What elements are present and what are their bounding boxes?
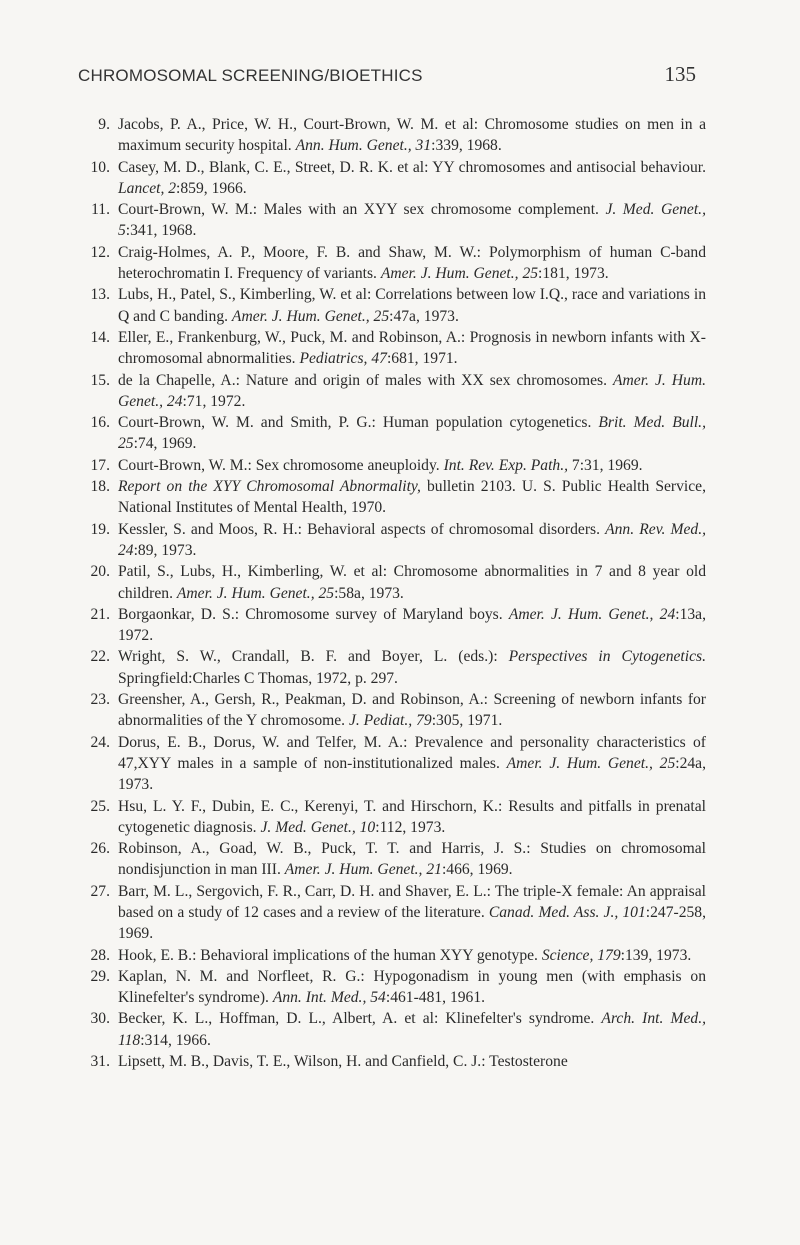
reference-text <box>118 646 706 689</box>
citation-source: Report on the XYY Chromosomal Abnormality, <box>118 478 421 496</box>
citation-text: de la Chapelle, A.: Nature and origin of males with XX sex chromosomes. <box>118 371 614 389</box>
citation-source: Ann. Rev. Med., 24 <box>118 520 706 559</box>
citation-text: Springfield:Charles C Thomas, 1972, p. 297. <box>118 669 398 687</box>
citation-text: :314, 1966. <box>140 1031 211 1049</box>
citation-text: Hsu, L. Y. F., Dubin, E. C., Kerenyi, T. and Hirschorn, K.: Results and pitfalls in prenatal cytogenetic diagnosis. <box>118 797 706 836</box>
reference-text <box>118 242 706 285</box>
citation-text: Becker, K. L., Hoffman, D. L., Albert, A. et al: Klinefelter's syndrome. <box>118 1010 602 1028</box>
reference-number: 27. <box>90 882 110 900</box>
citation-text: Jacobs, P. A., Price, W. H., Court-Brown, W. M. et al: Chromosome studies on men in a maximum security hospital. <box>118 116 706 155</box>
reference-number: 19. <box>90 520 110 538</box>
reference-item <box>78 1051 706 1072</box>
reference-text <box>118 412 706 455</box>
citation-text: :181, 1973. <box>538 265 609 283</box>
citation-source: Amer. J. Hum. Genet., 24 <box>508 605 676 623</box>
citation-text: :74, 1969. <box>133 435 197 453</box>
citation-source: Amer. J. Hum. Genet., 25 <box>506 754 676 772</box>
reference-text <box>118 455 706 476</box>
citation-text: Wright, S. W., Crandall, B. F. and Boyer, L. (eds.): <box>118 648 509 666</box>
citation-text: :71, 1972. <box>182 392 246 410</box>
reference-number: 28. <box>90 946 110 964</box>
citation-source: Lancet, 2 <box>118 179 177 197</box>
reference-number: 31. <box>90 1053 110 1071</box>
citation-source: J. Med. Genet., 5 <box>118 201 706 240</box>
reference-item <box>78 199 706 242</box>
citation-text: Hook, E. B.: Behavioral implications of the human XYY genotype. <box>118 946 542 964</box>
citation-text: :112, 1973. <box>375 818 446 836</box>
citation-source: J. Pediat., 79 <box>348 712 432 730</box>
citation-source: Amer. J. Hum. Genet., 24 <box>118 371 706 410</box>
reference-text <box>118 966 706 1009</box>
citation-text: Dorus, E. B., Dorus, W. and Telfer, M. A.: Prevalence and personality characteristics of 47,XYY males in a sample of non-institutionalized males. <box>118 733 706 772</box>
reference-text <box>118 519 706 562</box>
reference-number: 25. <box>90 797 110 815</box>
citation-source: J. Med. Genet., 10 <box>260 818 376 836</box>
citation-text: Lubs, H., Patel, S., Kimberling, W. et al: Correlations between low I.Q., race and variations in Q and C banding. <box>118 286 706 325</box>
reference-item <box>78 455 706 476</box>
reference-text <box>118 945 706 966</box>
reference-item <box>78 838 706 881</box>
citation-text: Kaplan, N. M. and Norfleet, R. G.: Hypogonadism in young men (with emphasis on Klinefelter's syndrome). <box>118 967 706 1007</box>
reference-item <box>78 966 706 1009</box>
citation-text: Court-Brown, W. M.: Sex chromosome aneuploidy. <box>118 456 444 474</box>
reference-item <box>78 157 706 200</box>
citation-source: Perspectives in Cytogenetics. <box>508 648 706 666</box>
citation-source: Amer. J. Hum. Genet., 25 <box>176 584 335 602</box>
reference-number: 17. <box>90 456 110 474</box>
reference-text <box>118 476 706 519</box>
reference-item <box>78 561 706 604</box>
reference-number: 29. <box>90 967 110 985</box>
citation-text: bulletin 2103. U. S. Public Health Service, National Institutes of Mental Health, 1970. <box>118 478 706 517</box>
citation-text: Greensher, A., Gersh, R., Peakman, D. and Robinson, A.: Screening of newborn infants for abnormalities of the Y chromosome. <box>118 691 706 730</box>
reference-number: 22. <box>90 648 110 666</box>
citation-source: Brit. Med. Bull., 25 <box>118 414 706 453</box>
reference-item <box>78 114 706 157</box>
reference-item <box>78 689 706 732</box>
reference-number: 12. <box>90 243 110 261</box>
reference-text <box>118 732 706 796</box>
citation-text: :859, 1966. <box>176 179 247 197</box>
running-header <box>78 62 696 92</box>
citation-text: Kessler, S. and Moos, R. H.: Behavioral aspects of chromosomal disorders. <box>118 520 606 538</box>
reference-text <box>118 689 706 732</box>
reference-text <box>118 881 706 945</box>
reference-text <box>118 1008 706 1051</box>
citation-text: :339, 1968. <box>431 137 502 155</box>
reference-item <box>78 796 706 839</box>
reference-item <box>78 1008 706 1051</box>
reference-item <box>78 476 706 519</box>
reference-number: 13. <box>90 286 110 304</box>
reference-item <box>78 881 706 945</box>
citation-text: Lipsett, M. B., Davis, T. E., Wilson, H. and Canfield, C. J.: Testosterone <box>118 1053 568 1071</box>
reference-item <box>78 370 706 413</box>
reference-item <box>78 412 706 455</box>
reference-item <box>78 732 706 796</box>
reference-number: 9. <box>98 116 110 133</box>
citation-text: :58a, 1973. <box>334 584 404 602</box>
reference-text <box>118 1051 706 1072</box>
citation-text: :461-481, 1961. <box>385 989 486 1007</box>
reference-text <box>118 604 706 647</box>
citation-source: Science, 179 <box>541 946 621 964</box>
reference-number: 10. <box>90 158 110 176</box>
reference-item <box>78 284 706 327</box>
citation-text: :466, 1969. <box>441 861 513 879</box>
citation-source: Pediatrics, 47 <box>299 350 387 368</box>
reference-item <box>78 604 706 647</box>
reference-number: 20. <box>90 563 110 581</box>
citation-text: Casey, M. D., Blank, C. E., Street, D. R. K. et al: YY chromosomes and antisocial behaviour. <box>118 158 706 176</box>
reference-text <box>118 199 706 242</box>
citation-text: :89, 1973. <box>133 541 197 559</box>
citation-text: Robinson, A., Goad, W. B., Puck, T. T. and Harris, J. S.: Studies on chromosomal nondisjunction in man III. <box>118 840 706 879</box>
citation-text: Barr, M. L., Sergovich, F. R., Carr, D. H. and Shaver, E. L.: The triple-X female: An appraisal based on a study of 12 cases and a review of the literature. <box>118 882 706 921</box>
citation-text: Patil, S., Lubs, H., Kimberling, W. et al: Chromosome abnormalities in 7 and 8 year old children. <box>118 563 706 602</box>
reference-number: 21. <box>90 605 110 623</box>
reference-item <box>78 327 706 370</box>
reference-item <box>78 242 706 285</box>
reference-text <box>118 796 706 839</box>
citation-text: :139, 1973. <box>620 946 692 964</box>
citation-source: Ann. Hum. Genet., 31 <box>295 137 432 155</box>
citation-source: Amer. J. Hum. Genet., 21 <box>284 861 442 879</box>
citation-text: Borgaonkar, D. S.: Chromosome survey of Maryland boys. <box>118 605 509 623</box>
reference-item <box>78 945 706 966</box>
reference-number: 14. <box>90 328 110 346</box>
reference-number: 26. <box>90 840 110 858</box>
reference-text <box>118 327 706 370</box>
page-number: 135 <box>664 62 696 86</box>
reference-number: 30. <box>90 1010 110 1028</box>
citation-text: :24a, 1973. <box>118 754 706 794</box>
citation-text: Court-Brown, W. M.: Males with an XYY sex chromosome complement. <box>118 201 606 219</box>
reference-text <box>118 838 706 881</box>
reference-number: 11. <box>91 201 110 219</box>
citation-source: Amer. J. Hum. Genet., 25 <box>231 307 390 325</box>
citation-source: Int. Rev. Exp. Path., <box>443 456 572 474</box>
citation-source: Ann. Int. Med., 54 <box>272 989 386 1007</box>
reference-number: 16. <box>90 414 110 432</box>
reference-number: 24. <box>90 733 110 751</box>
citation-text: :681, 1971. <box>386 350 458 368</box>
citation-text: :47a, 1973. <box>389 307 459 325</box>
citation-text: 7:31, 1969. <box>571 456 643 474</box>
reference-list <box>78 114 706 1072</box>
citation-text: :247-258, 1969. <box>118 903 706 943</box>
citation-source: Arch. Int. Med., 118 <box>118 1010 706 1049</box>
reference-number: 23. <box>90 691 110 709</box>
citation-text: :341, 1968. <box>125 222 197 240</box>
citation-text: :305, 1971. <box>431 712 503 730</box>
citation-text: Court-Brown, W. M. and Smith, P. G.: Human population cytogenetics. <box>118 414 599 432</box>
running-head-title: CHROMOSOMAL SCREENING/BIOETHICS <box>78 66 423 85</box>
reference-text <box>118 561 706 604</box>
reference-text <box>118 370 706 413</box>
citation-source: Canad. Med. Ass. J., 101 <box>488 903 646 921</box>
citation-source: Amer. J. Hum. Genet., 25 <box>380 265 539 283</box>
reference-item <box>78 519 706 562</box>
citation-text: Craig-Holmes, A. P., Moore, F. B. and Shaw, M. W.: Polymorphism of human C-band heterochromatin I. Frequency of variants. <box>118 243 706 283</box>
reference-text <box>118 157 706 200</box>
citation-text: :13a, 1972. <box>118 605 706 645</box>
citation-text: Eller, E., Frankenburg, W., Puck, M. and Robinson, A.: Prognosis in newborn infants with X-chromosomal abnormalities. <box>118 328 706 368</box>
reference-number: 15. <box>90 371 110 389</box>
reference-text <box>118 284 706 327</box>
reference-text <box>118 114 706 157</box>
reference-item <box>78 646 706 689</box>
reference-number: 18. <box>90 478 110 496</box>
